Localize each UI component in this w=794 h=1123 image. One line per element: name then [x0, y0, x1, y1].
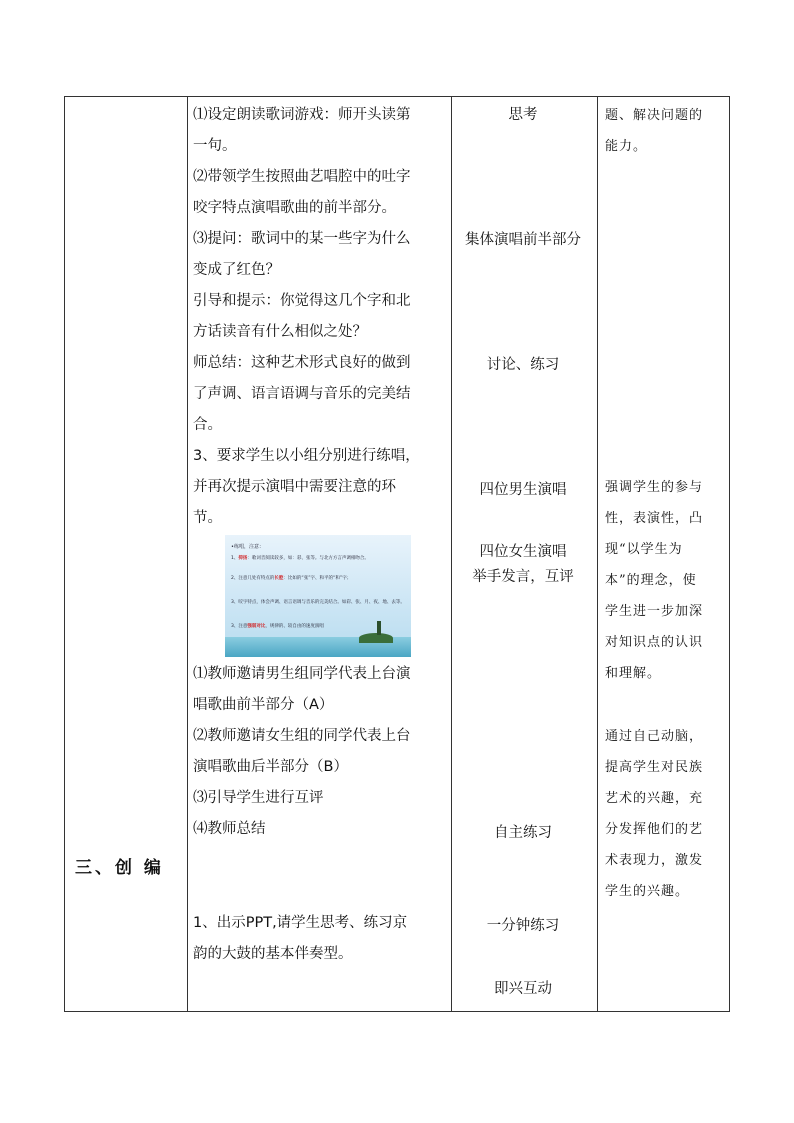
content-paragraph: ⑵教师邀请女生组的同学代表上台 演唱歌曲后半部分（B） [193, 728, 411, 775]
design-note: 强调学生的参与 性，表演性，凸 现“以学生为 本”的理念，使 学生进一步加深 对知识点的认识 和理解。 [605, 480, 704, 681]
content-paragraph: ⑴教师邀请男生组同学代表上台演 唱歌曲前半部分（A） [193, 666, 411, 713]
column-divider [187, 97, 188, 1011]
content-paragraph: ⑴设定朗读歌词游戏：师开头读第 一句。 [193, 107, 411, 154]
lesson-table [64, 96, 730, 1012]
content-paragraph: ⑵带领学生按照曲艺唱腔中的吐字 咬字特点演唱歌曲的前半部分。 [193, 169, 411, 216]
content-paragraph: 3、要求学生以小组分别进行练唱， 并再次提示演唱中需要注意的环 节。 [193, 448, 420, 526]
slide-line: 3、注意强弱对比，规律的、较自由的速度演唱 [231, 624, 324, 629]
ppt-slide-thumbnail: •练唱，注意： 1、抑扬：歌词音阅读较多，如：彩、张等。与北方方言声调相吻合。 2、注意几处有特点的长腔：比如的“张”字、和平的“和”字； 3、咬字特点，体会声调、语言语调与音乐的完美结合。如彩、张、月、夜、地、去等。 3、注意强弱对比，规律的、较自由的速度演唱 [225, 535, 411, 657]
activity-item: 思考 [508, 107, 538, 123]
column-divider [597, 97, 598, 1011]
content-paragraph: 引导和提示：你觉得这几个字和北 方话读音有什么相似之处？ [193, 293, 411, 340]
content-paragraph: 师总结：这种艺术形式良好的做到 了声调、语言语调与音乐的完美结 合。 [193, 355, 411, 433]
activity-item: 即兴互动 [494, 981, 552, 997]
slide-line: 2、注意几处有特点的长腔：比如的“张”字、和平的“和”字； [231, 576, 352, 581]
activity-item: 自主练习 [494, 825, 552, 841]
content-paragraph: ⑶提问：歌词中的某一些字为什么 变成了红色？ [193, 231, 411, 278]
stage-label: 三、创 编 [75, 858, 164, 878]
activity-item: 四位女生演唱 [479, 544, 567, 560]
content-paragraph: ⑶引导学生进行互评 [193, 790, 324, 806]
slide-tree-graphic [377, 621, 381, 635]
slide-island-graphic [359, 633, 393, 643]
activity-item: 举手发言，互评 [472, 569, 574, 585]
activity-item: 集体演唱前半部分 [465, 232, 581, 248]
content-paragraph: 1、出示PPT,请学生思考、练习京 韵的大鼓的基本伴奏型。 [193, 915, 408, 962]
activity-item: 四位男生演唱 [479, 482, 567, 498]
design-note: 题、解决问题的 能力。 [605, 108, 704, 154]
slide-line: 3、咬字特点，体会声调、语言语调与音乐的完美结合。如彩、张、月、夜、地、去等。 [231, 600, 405, 605]
slide-line: 1、抑扬：歌词音阅读较多，如：彩、张等。与北方方言声调相吻合。 [231, 556, 369, 561]
content-paragraph: ⑷教师总结 [193, 821, 266, 837]
activity-item: 一分钟练习 [486, 918, 560, 934]
design-note: 通过自己动脑， 提高学生对民族 艺术的兴趣，充 分发挥他们的艺 术表现力，激发 学生的兴趣。 [605, 729, 704, 899]
activity-item: 讨论、练习 [486, 357, 560, 373]
